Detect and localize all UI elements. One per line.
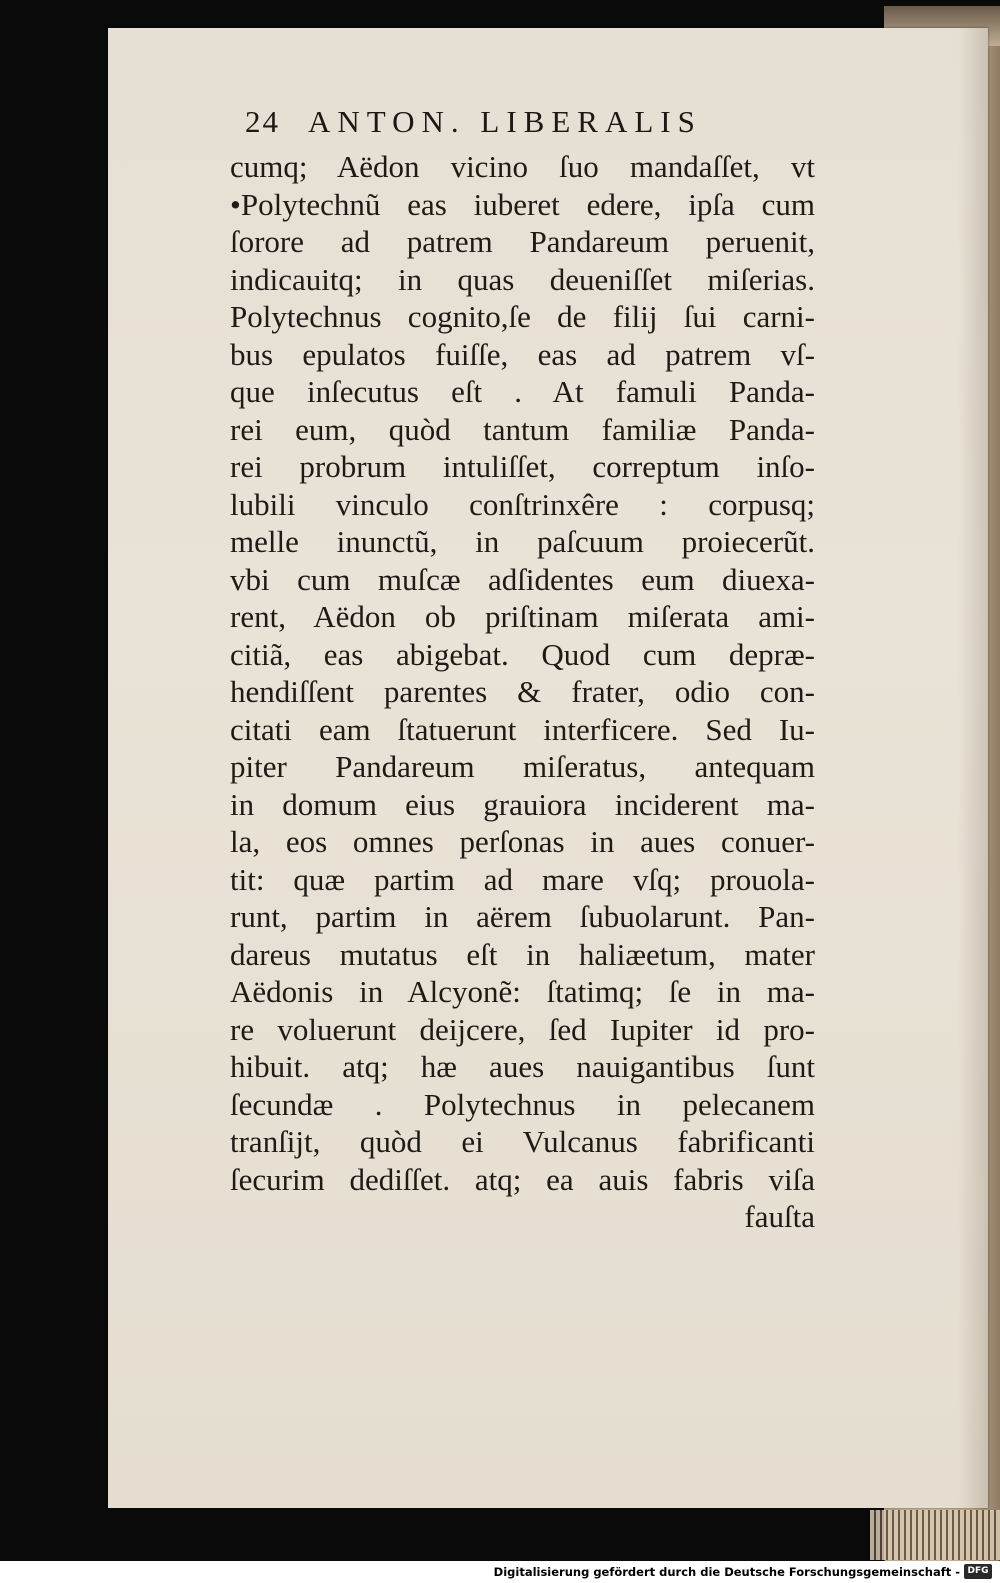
text-line: dareus mutatus eſt in haliæetum, mater — [230, 936, 815, 972]
text-line: piter Pandareum miſeratus, antequam — [230, 749, 815, 784]
text-line: in domum eius grauiora inciderent ma- — [230, 786, 815, 822]
text-line: vbi cum muſcæ adſidentes eum diuexa- — [230, 561, 815, 597]
text-line: re voluerunt deijcere, ſed Iupiter id pro- — [230, 1011, 815, 1047]
text-line: rei probrum intuliſſet, correptum inſo- — [230, 449, 815, 484]
text-line: Polytechnus cognito,ſe de filij ſui carni- — [230, 299, 815, 334]
text-line: citati eam ſtatuerunt interficere. Sed Iu- — [230, 711, 815, 747]
text-line: melle inunctũ, in paſcuum proiecerũt. — [230, 524, 815, 559]
text-line: rei eum, quòd tantum familiæ Panda- — [230, 411, 815, 447]
page-gutter-shadow — [958, 28, 988, 1508]
text-line: rent, Aëdon ob priſtinam miſerata ami- — [230, 599, 815, 634]
catchword: fauſta — [744, 1199, 815, 1234]
running-title: ANTON. LIBERALIS — [308, 104, 702, 139]
text-line: Aëdonis in Alcyonẽ: ſtatimq; ſe in ma- — [230, 974, 815, 1009]
text-line: ſecundæ . Polytechnus in pelecanem — [230, 1086, 815, 1122]
text-line: bus epulatos fuiſſe, eas ad patrem vſ- — [230, 336, 815, 372]
page-number: 24 — [245, 104, 280, 139]
dfg-logo: DFG — [964, 1564, 992, 1579]
text-line: •Polytechnũ eas iuberet edere, ipſa cum — [230, 186, 815, 222]
running-head — [245, 104, 785, 144]
funding-credit: Digitalisierung gefördert durch die Deutsche Forschungsgemeinschaft - — [493, 1565, 960, 1579]
text-line: cumq; Aëdon vicino ſuo mandaſſet, vt — [230, 149, 815, 184]
text-line: runt, partim in aërem ſubuolarunt. Pan- — [230, 899, 815, 934]
text-line: indicauitq; in quas deueniſſet miſerias. — [230, 261, 815, 297]
text-line: que inſecutus eſt . At famuli Panda- — [230, 374, 815, 409]
text-line: ſecurim dediſſet. atq; ea auis fabris viſa — [230, 1161, 815, 1197]
text-line: tit: quæ partim ad mare vſq; prouola- — [230, 861, 815, 897]
text-line: hibuit. atq; hæ aues nauigantibus ſunt — [230, 1049, 815, 1084]
text-line: citiã, eas abigebat. Quod cum depræ- — [230, 636, 815, 672]
text-line: ſorore ad patrem Pandareum peruenit, — [230, 224, 815, 259]
text-line: hendiſſent parentes & frater, odio con- — [230, 674, 815, 709]
body-text — [230, 148, 815, 1236]
text-line: tranſijt, quòd ei Vulcanus fabrificanti — [230, 1124, 815, 1159]
book-edge-bottom — [870, 1510, 1000, 1560]
text-line: la, eos omnes perſonas in aues conuer- — [230, 824, 815, 859]
text-line: lubili vinculo conſtrinxêre : corpusq; — [230, 486, 815, 522]
